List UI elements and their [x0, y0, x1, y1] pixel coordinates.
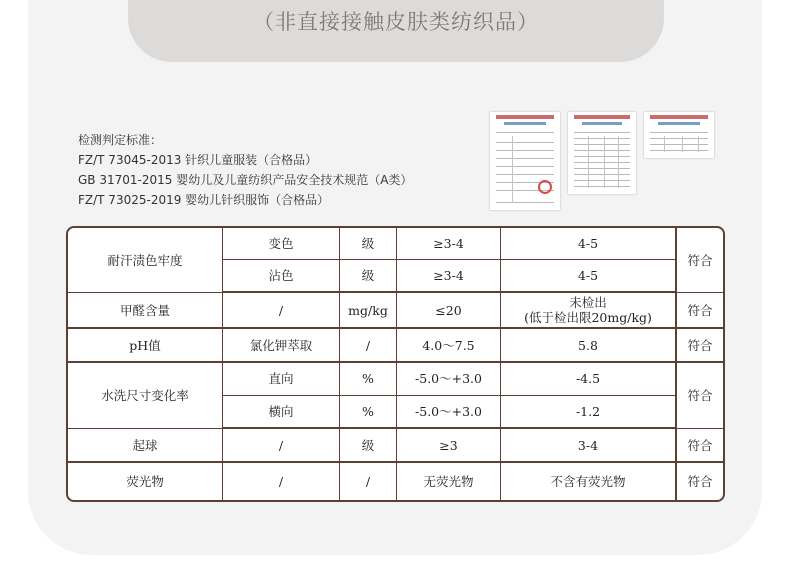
- test-verdict: 符合: [677, 429, 723, 463]
- test-subitem: 变色: [223, 228, 340, 260]
- test-requirement: ≥3: [397, 429, 501, 463]
- test-requirement: ≥3-4: [397, 228, 501, 260]
- test-item: 水洗尺寸变化率: [68, 363, 223, 429]
- test-result: 4-5: [501, 228, 677, 260]
- test-unit: %: [340, 396, 397, 430]
- test-result-line: (低于检出限20mg/kg): [524, 310, 652, 326]
- test-subitem: /: [223, 293, 340, 329]
- standards-list: [78, 130, 412, 210]
- test-unit: 级: [340, 260, 397, 294]
- test-unit: %: [340, 363, 397, 396]
- standard-item: FZ/T 73025-2019 婴幼儿针织服饰（合格品）: [78, 193, 330, 207]
- table-row: [68, 463, 723, 500]
- table-row: [68, 429, 723, 463]
- test-verdict: 符合: [677, 228, 723, 293]
- test-item: 耐汗渍色牢度: [68, 228, 223, 293]
- test-item: pH值: [68, 329, 223, 363]
- test-requirement: ≤20: [397, 293, 501, 329]
- test-requirement: 4.0～7.5: [397, 329, 501, 363]
- table-row: [68, 329, 723, 363]
- table-row: [68, 228, 723, 260]
- test-subitem: 氯化钾萃取: [223, 329, 340, 363]
- test-verdict: 符合: [677, 363, 723, 429]
- test-report-image: [490, 112, 560, 210]
- test-result: 5.8: [501, 329, 677, 363]
- test-result: 3-4: [501, 429, 677, 463]
- test-report-image: [568, 112, 636, 194]
- test-result: -4.5: [501, 363, 677, 396]
- test-unit: 级: [340, 228, 397, 260]
- test-item: 起球: [68, 429, 223, 463]
- test-subitem: /: [223, 463, 340, 500]
- test-verdict: 符合: [677, 329, 723, 363]
- test-results-table: [66, 226, 725, 502]
- test-unit: /: [340, 463, 397, 500]
- test-result-line: 未检出: [569, 295, 607, 311]
- test-subitem: 横向: [223, 396, 340, 430]
- standard-item: FZ/T 73045-2013 针织儿童服装（合格品）: [78, 153, 318, 167]
- test-requirement: -5.0～+3.0: [397, 396, 501, 430]
- test-verdict: 符合: [687, 474, 713, 490]
- test-result: 不含有荧光物: [501, 463, 677, 500]
- test-unit: /: [340, 329, 397, 363]
- seal-icon: [538, 180, 552, 194]
- test-subitem: 沾色: [223, 260, 340, 294]
- standards-heading: 检测判定标准：: [78, 133, 163, 147]
- test-report-image: [644, 112, 714, 158]
- test-requirement: 无荧光物: [397, 463, 501, 500]
- test-result: [501, 293, 677, 329]
- test-requirement: -5.0～+3.0: [397, 363, 501, 396]
- test-item: 甲醛含量: [68, 293, 223, 329]
- test-verdict: 符合: [677, 293, 723, 329]
- test-subitem: /: [223, 429, 340, 463]
- test-item: 荧光物: [68, 463, 223, 500]
- test-subitem: 直向: [223, 363, 340, 396]
- test-requirement: ≥3-4: [397, 260, 501, 294]
- standard-item: GB 31701-2015 婴幼儿及儿童纺织产品安全技术规范（A类）: [78, 173, 413, 187]
- test-unit: 级: [340, 429, 397, 463]
- table-row: [68, 363, 723, 396]
- subtitle-banner: [128, 0, 664, 62]
- test-result: -1.2: [501, 396, 677, 430]
- test-unit: mg/kg: [340, 293, 397, 329]
- table-row: [68, 293, 723, 329]
- test-result: 4-5: [501, 260, 677, 294]
- test-report-thumbnails: [488, 110, 716, 212]
- banner-subtitle: （非直接接触皮肤类纺织品）: [253, 10, 539, 34]
